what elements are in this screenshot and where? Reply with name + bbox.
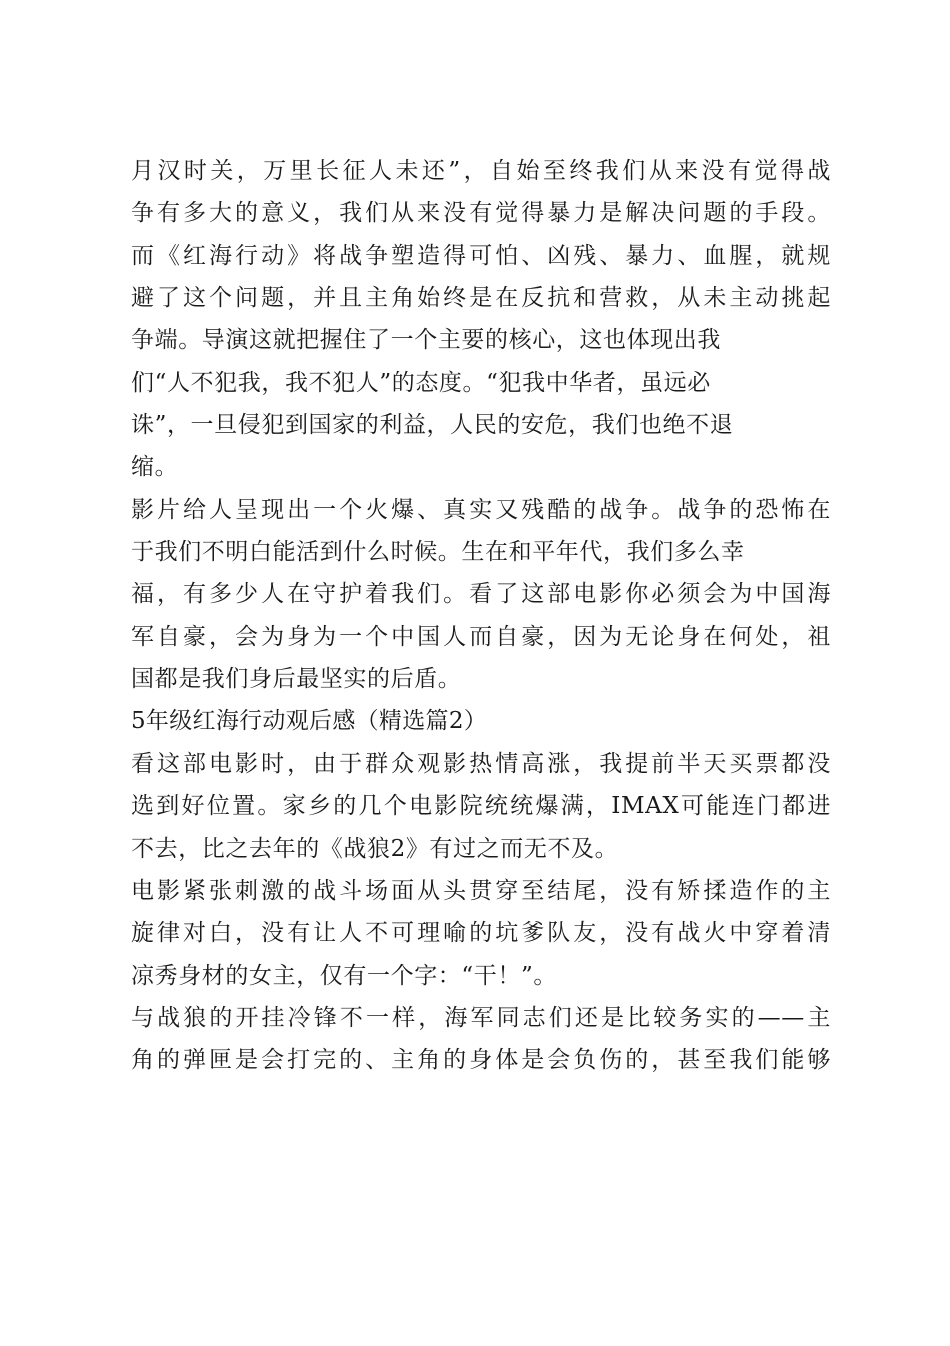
paragraph-line: 凉秀身材的女主，仅有一个字：“干！”。 xyxy=(131,962,557,989)
paragraph-line: 角的弹匣是会打完的、主角的身体是会负伤的，甚至我们能够 xyxy=(131,1047,831,1074)
paragraph-line: 选到好位置。家乡的几个电影院统统爆满，IMAX可能连门都进 xyxy=(131,793,831,820)
paragraph-line: 争有多大的意义，我们从来没有觉得暴力是解决问题的手段。 xyxy=(131,200,831,227)
paragraph-line: 诛”，一旦侵犯到国家的利益，人民的安危，我们也绝不退 xyxy=(131,412,734,439)
paragraph-line: 看这部电影时，由于群众观影热情高涨，我提前半天买票都没 xyxy=(131,750,831,777)
paragraph-line: 们“人不犯我，我不犯人”的态度。“犯我中华者，虽远必 xyxy=(131,369,711,396)
paragraph-line: 争端。导演这就把握住了一个主要的核心，这也体现出我 xyxy=(131,327,721,354)
paragraph-line: 旋律对白，没有让人不可理喻的坑爹队友，没有战火中穿着清 xyxy=(131,920,831,947)
paragraph-line: 军自豪，会为身为一个中国人而自豪，因为无论身在何处，祖 xyxy=(131,623,831,650)
paragraph-line: 月汉时关，万里长征人未还”，自始至终我们从来没有觉得战 xyxy=(131,158,831,184)
paragraph-line: 与战狼的开挂冷锋不一样，海军同志们还是比较务实的——主 xyxy=(131,1004,831,1031)
paragraph-line: 缩。 xyxy=(131,454,179,481)
paragraph-line: 影片给人呈现出一个火爆、真实又残酷的战争。战争的恐怖在 xyxy=(131,496,831,523)
document-body xyxy=(131,150,831,1082)
paragraph-line: 福，有多少人在守护着我们。看了这部电影你必须会为中国海 xyxy=(131,581,831,608)
paragraph-line: 避了这个问题，并且主角始终是在反抗和营救，从未主动挑起 xyxy=(131,285,831,312)
paragraph-line: 国都是我们身后最坚实的后盾。 xyxy=(131,666,462,693)
paragraph-line: 电影紧张刺激的战斗场面从头贯穿至结尾，没有矫揉造作的主 xyxy=(131,877,831,904)
section-heading: 5年级红海行动观后感（精选篇2） xyxy=(131,708,488,735)
paragraph-line: 于我们不明白能活到什么时候。生在和平年代，我们多么幸 xyxy=(131,539,745,566)
paragraph-line: 而《红海行动》将战争塑造得可怕、凶残、暴力、血腥，就规 xyxy=(131,242,831,269)
paragraph-line: 不去，比之去年的《战狼2》有过之而无不及。 xyxy=(131,835,619,862)
